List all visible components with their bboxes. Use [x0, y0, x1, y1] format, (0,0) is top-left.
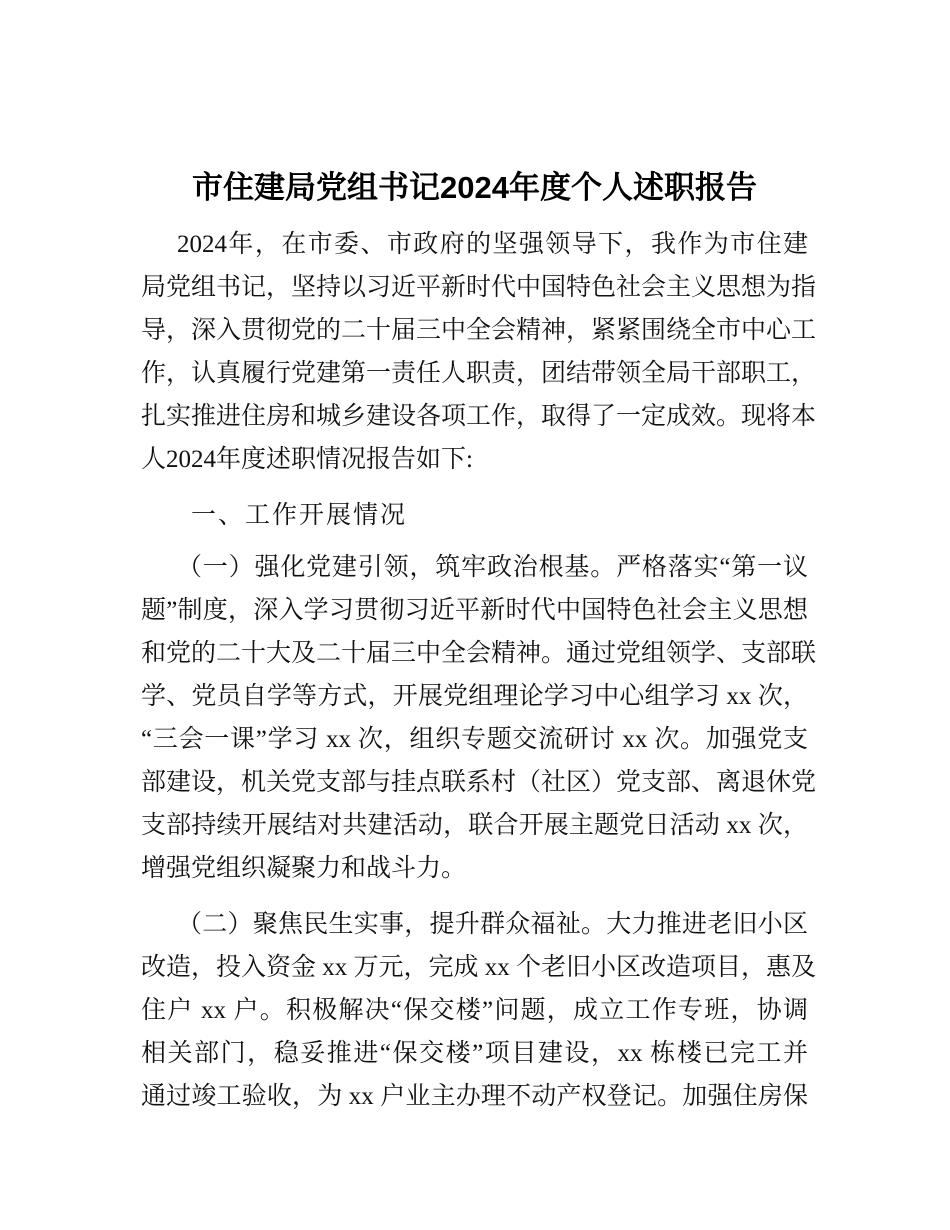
- text-line: （一）强化党建引领，筑牢政治根基。严格落实“第一议: [177, 554, 808, 581]
- text-line: “三会一课”学习 xx 次，组织专题交流研讨 xx 次。加强党支: [141, 726, 808, 753]
- text-line: 部建设，机关党支部与挂点联系村（社区）党支部、离退休党: [141, 769, 817, 796]
- text-line: 和党的二十大及二十届三中全会精神。通过党组领学、支部联: [141, 640, 817, 667]
- text-line: 改造，投入资金 xx 万元，完成 xx 个老旧小区改造项目，惠及: [141, 954, 817, 981]
- text-line: 人2024年度述职情况报告如下:: [141, 446, 473, 473]
- section-heading: 一、工作开展情况: [191, 502, 408, 529]
- text-line: 支部持续开展结对共建活动，联合开展主题党日活动 xx 次，: [141, 812, 808, 839]
- text-line: 题”制度，深入学习贯彻习近平新时代中国特色社会主义思想: [141, 597, 808, 624]
- text-line: 增强党组织凝聚力和战斗力。: [141, 855, 467, 882]
- text-line: 扎实推进住房和城乡建设各项工作，取得了一定成效。现将本: [141, 403, 817, 430]
- text-line: 导，深入贯彻党的二十届三中全会精神，紧紧围绕全市中心工: [141, 317, 817, 344]
- livelihood-paragraph: [141, 903, 817, 1118]
- document-title: 市住建局党组书记2024年度个人述职报告: [192, 170, 757, 205]
- intro-paragraph: [141, 223, 817, 481]
- text-line: 相关部门，稳妥推进“保交楼”项目建设，xx 栋楼已完工并: [141, 1040, 808, 1067]
- text-line: 通过竣工验收，为 xx 户业主办理不动产权登记。加强住房保: [141, 1083, 808, 1110]
- text-line: 学、党员自学等方式，开展党组理论学习中心组学习 xx 次，: [141, 683, 808, 710]
- text-line: 住户 xx 户。积极解决“保交楼”问题，成立工作专班，协调: [141, 997, 808, 1024]
- text-line: （二）聚焦民生实事，提升群众福祉。大力推进老旧小区: [177, 911, 808, 938]
- text-line: 作，认真履行党建第一责任人职责，团结带领全局干部职工，: [141, 360, 817, 387]
- text-line: 2024年，在市委、市政府的坚强领导下，我作为市住建: [177, 231, 808, 258]
- party-building-paragraph: [141, 546, 817, 890]
- text-line: 局党组书记，坚持以习近平新时代中国特色社会主义思想为指: [141, 274, 817, 301]
